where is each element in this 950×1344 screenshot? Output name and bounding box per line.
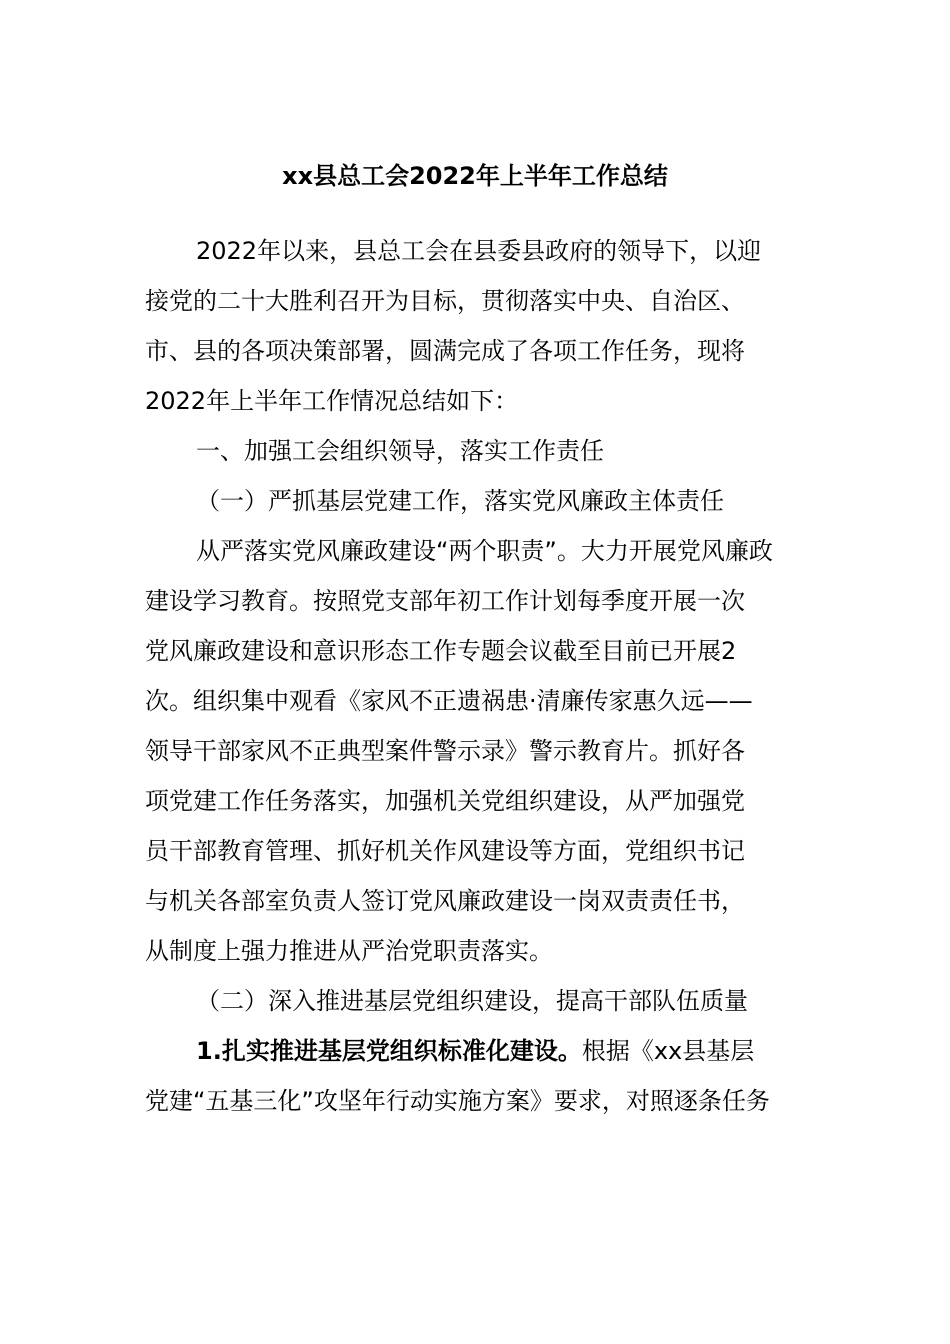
paragraph-line: 项党建工作任务落实，加强机关党组织建设，从严加强党 — [145, 787, 745, 815]
paragraph-line: 从制度上强力推进从严治党职责落实。 — [145, 937, 553, 965]
paragraph-line: 与机关各部室负责人签订党风廉政建设一岗双责责任书， — [145, 887, 745, 915]
paragraph-line: 党建“五基三化”攻坚年行动实施方案》要求，对照逐条任务 — [145, 1087, 770, 1115]
section-heading: 一、加强工会组织领导，落实工作责任 — [196, 437, 604, 465]
paragraph-line: 次。组织集中观看《家风不正遗祸患·清廉传家惠久远—— — [145, 687, 753, 715]
paragraph-line: 2022年以来，县总工会在县委县政府的领导下，以迎 — [196, 237, 762, 265]
paragraph-line: 2022年上半年工作情况总结如下： — [145, 387, 519, 415]
paragraph-line: 领导干部家风不正典型案件警示录》警示教育片。抓好各 — [145, 737, 745, 765]
subsection-heading: （二）深入推进基层党组织建设，提高干部队伍质量 — [196, 987, 748, 1015]
paragraph-line: 市、县的各项决策部署，圆满完成了各项工作任务，现将 — [145, 337, 745, 365]
paragraph-line: 员干部教育管理、抓好机关作风建设等方面，党组织书记 — [145, 837, 745, 865]
paragraph-text: 根据《xx县基层 — [581, 1037, 755, 1065]
document-title: xx县总工会2022年上半年工作总结 — [282, 162, 668, 190]
paragraph-line: 接党的二十大胜利召开为目标，贯彻落实中央、自治区、 — [145, 287, 745, 315]
paragraph-line: 从严落实党风廉政建设“两个职责”。大力开展党风廉政 — [196, 537, 773, 565]
paragraph-line: 党风廉政建设和意识形态工作专题会议截至目前已开展2 — [145, 637, 737, 665]
subsection-heading: （一）严抓基层党建工作，落实党风廉政主体责任 — [196, 487, 724, 515]
paragraph-line: 建设学习教育。按照党支部年初工作计划每季度开展一次 — [145, 587, 745, 615]
bold-lead-sentence: 1.扎实推进基层党组织标准化建设。 — [196, 1037, 582, 1065]
paragraph-line — [196, 1034, 754, 1068]
